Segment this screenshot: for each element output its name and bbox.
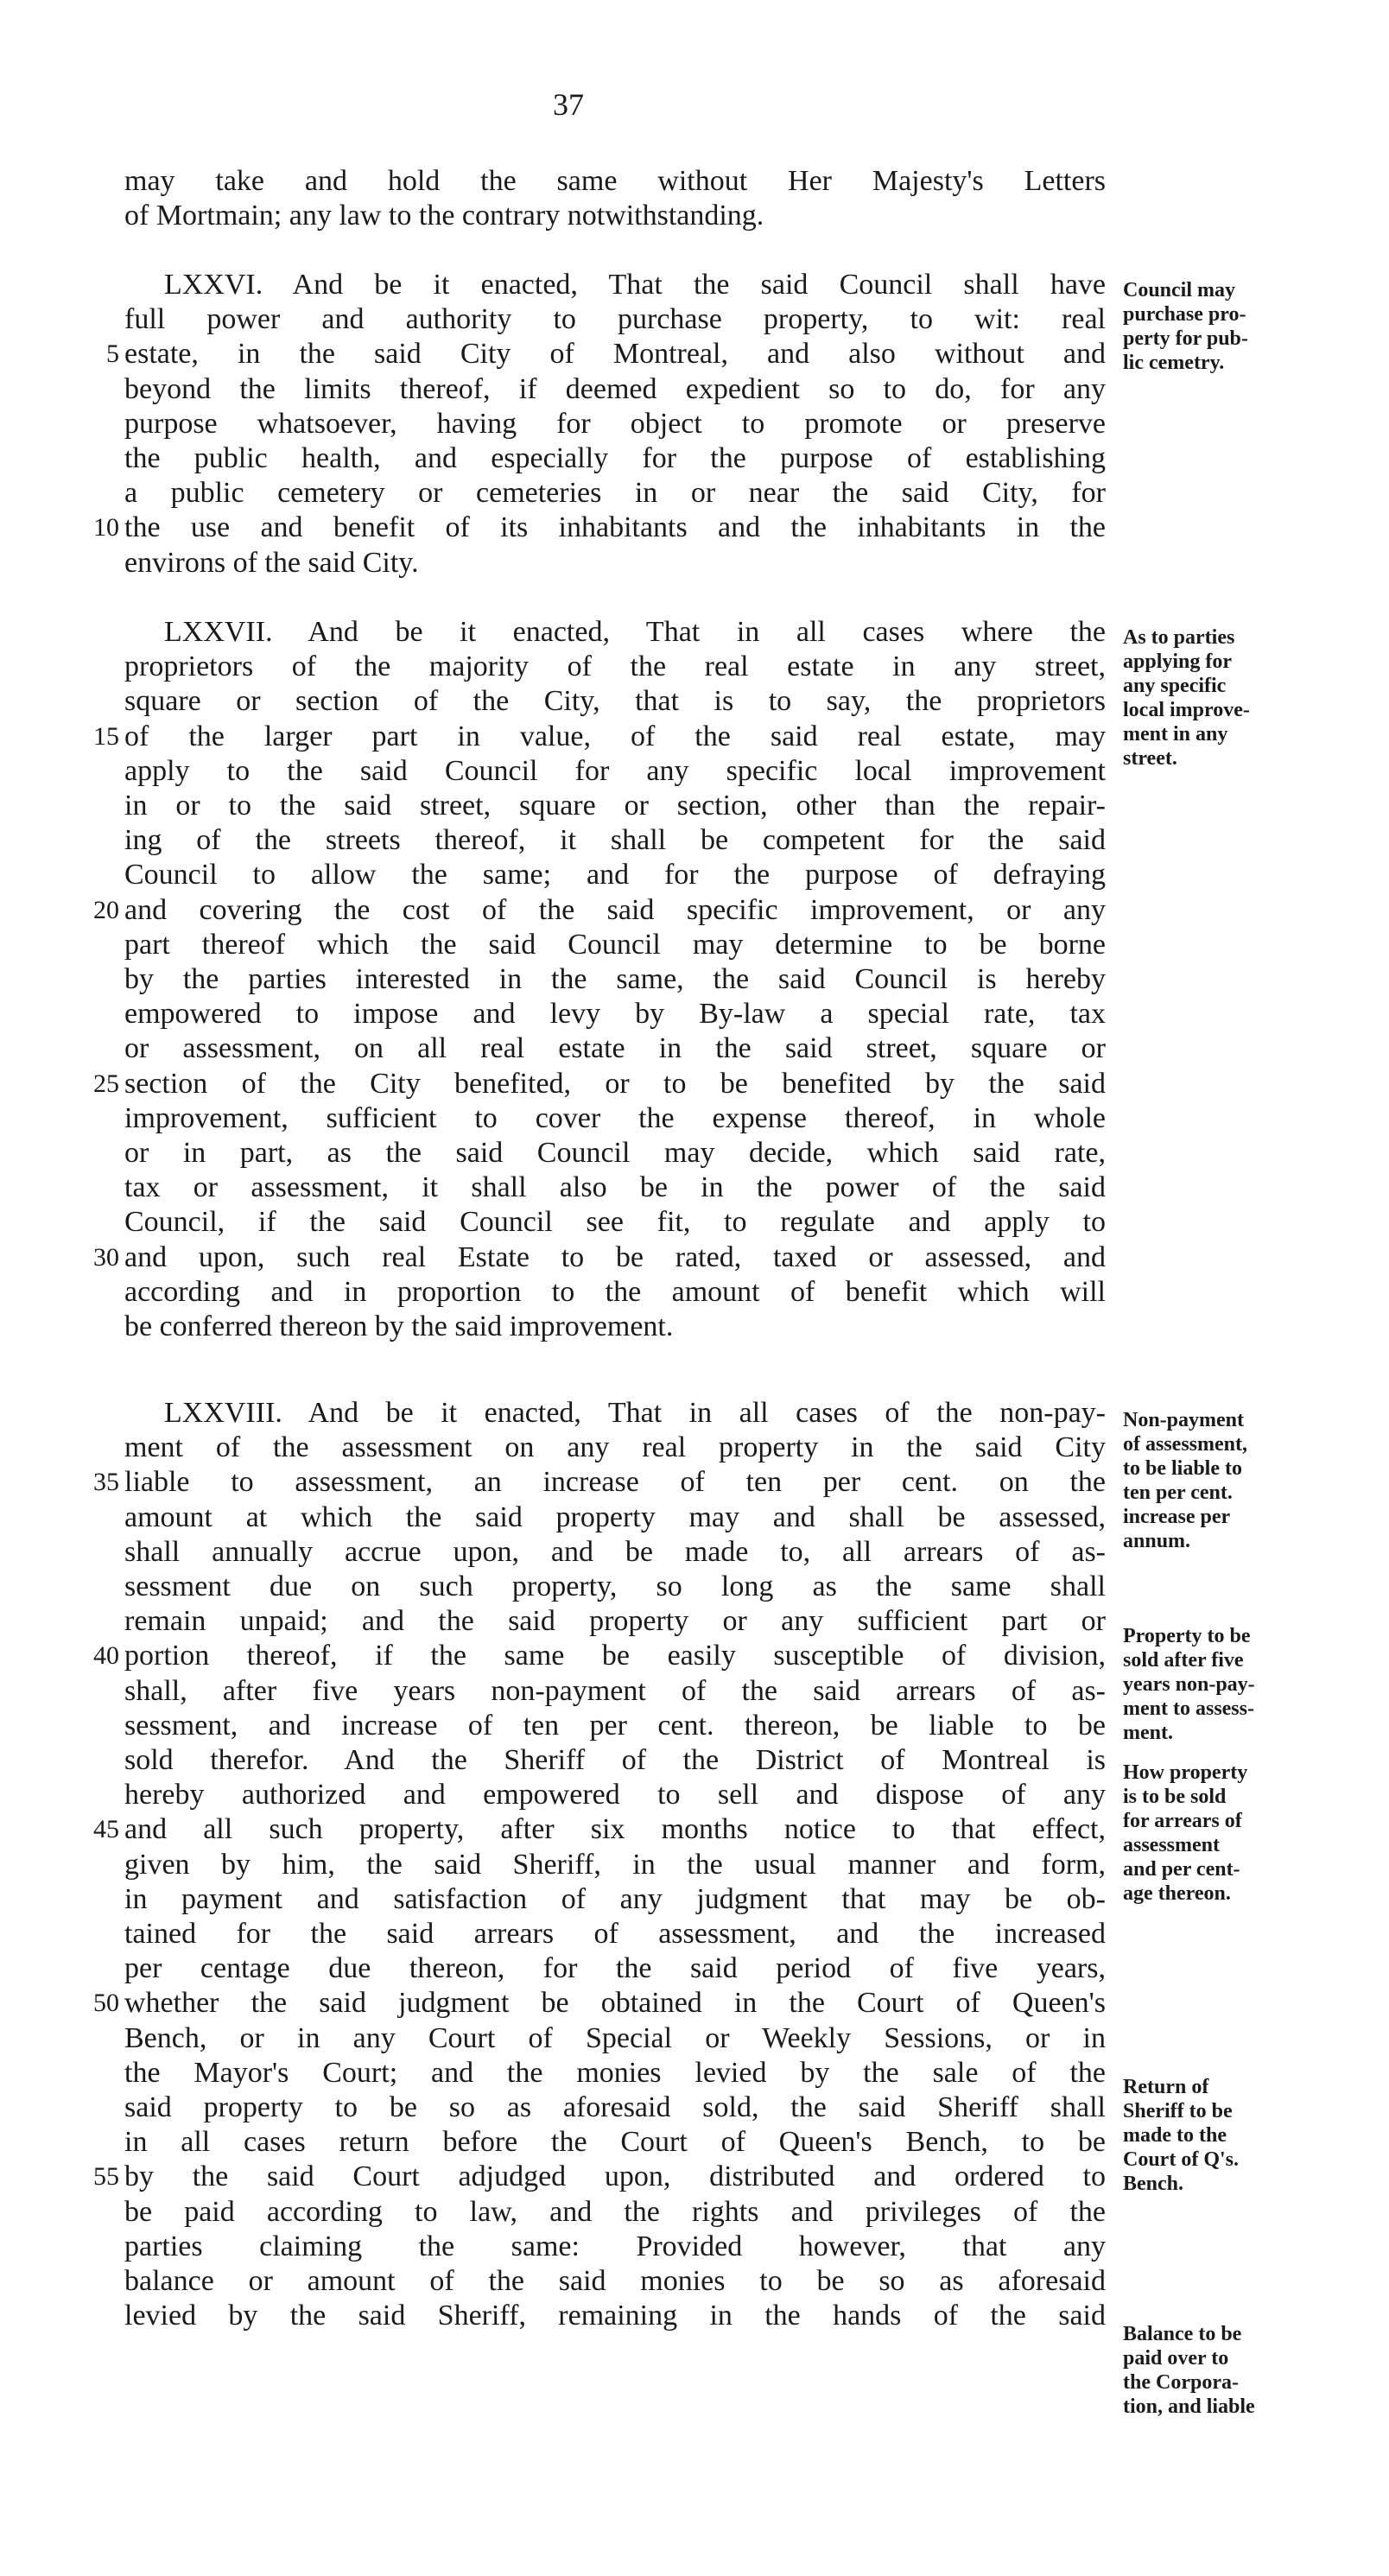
text-line: estate, in the said City of Montreal, and also without and [124, 338, 1106, 371]
line-number: 30 [93, 1242, 119, 1272]
text-line: and all such property, after six months notice to that effect, [124, 1813, 1106, 1846]
text-line: given by him, the said Sheriff, in the usual manner and form, [124, 1848, 1106, 1881]
text-line: by the parties interested in the same, the said Council is hereby [124, 963, 1106, 995]
line-number: 35 [93, 1468, 119, 1497]
text-line: in all cases return before the Court of Queen's Bench, to be [124, 2126, 1106, 2159]
text-line: ing of the streets thereof, it shall be competent for the said [124, 824, 1106, 857]
margin-note-line: Council may [1123, 279, 1236, 301]
margin-note [1123, 1624, 1296, 1745]
text-line: or assessment, on all real estate in the said street, square or [124, 1032, 1106, 1065]
line-number: 10 [93, 513, 119, 542]
margin-note-line: As to parties [1123, 626, 1235, 649]
text-line: section of the City benefited, or to be benefited by the said [124, 1067, 1106, 1100]
text-line: Council to allow the same; and for the purpose of defraying [124, 859, 1106, 891]
text-line: liable to assessment, an increase of ten per cent. on the [124, 1466, 1106, 1499]
margin-note-line: for arrears of [1123, 1810, 1242, 1832]
margin-note-line: tion, and liable [1123, 2395, 1255, 2418]
margin-note-line: sold after five [1123, 1649, 1244, 1672]
text-line: tained for the said arrears of assessment, and the increased [124, 1918, 1106, 1950]
margin-note-line: Non-payment [1123, 1409, 1245, 1431]
text-line: or in part, as the said Council may decide, which said rate, [124, 1137, 1106, 1169]
text-line: and covering the cost of the said specific improvement, or any [124, 893, 1106, 926]
margin-note [1123, 2322, 1296, 2419]
text-line: the public health, and especially for the purpose of establishing [124, 442, 1106, 474]
margin-note-line: paid over to [1123, 2347, 1229, 2370]
text-line: apply to the said Council for any specific local improvement [124, 754, 1106, 787]
text-line: portion thereof, if the same be easily susceptible of division, [124, 1640, 1106, 1672]
margin-note-line: made to the [1123, 2124, 1227, 2147]
margin-note-line: increase per [1123, 1506, 1231, 1528]
text-line: said property to be so as aforesaid sold, the said Sheriff shall [124, 2091, 1106, 2123]
text-line: and upon, such real Estate to be rated, taxed or assessed, and [124, 1240, 1106, 1273]
text-line: sessment, and increase of ten per cent. thereon, be liable to be [124, 1709, 1106, 1742]
line-number: 15 [93, 721, 119, 751]
text-line: in or to the said street, square or section, other than the repair- [124, 790, 1106, 822]
text-line: amount at which the said property may and shall be assessed, [124, 1501, 1106, 1533]
text-line: tax or assessment, it shall also be in the power of the said [124, 1171, 1106, 1204]
margin-note-line: ment. [1123, 1722, 1173, 1744]
text-line: in payment and satisfaction of any judgment that may be ob- [124, 1882, 1106, 1915]
margin-note-line: How property [1123, 1761, 1248, 1784]
margin-note-line: to be liable to [1123, 1457, 1242, 1480]
margin-note-line: years non-pay- [1123, 1673, 1255, 1696]
line-number: 40 [93, 1641, 119, 1671]
text-line: purpose whatsoever, having for object to promote or preserve [124, 407, 1106, 440]
line-number: 20 [93, 895, 119, 924]
margin-note-line: lic cemetry. [1123, 352, 1225, 374]
line-number: 55 [93, 2162, 119, 2192]
page-number: 37 [553, 87, 584, 122]
text-line: balance or amount of the said monies to be so as aforesaid [124, 2265, 1106, 2297]
margin-note [1123, 625, 1296, 771]
text-line: per centage due thereon, for the said period of five years, [124, 1952, 1106, 1985]
text-line: shall annually accrue upon, and be made to, all arrears of as- [124, 1535, 1106, 1568]
margin-note-line: perty for pub- [1123, 327, 1248, 350]
line-number: 25 [93, 1069, 119, 1098]
margin-note-line: any specific [1123, 675, 1227, 697]
margin-note [1123, 1408, 1296, 1553]
margin-note-line: and per cent- [1123, 1858, 1240, 1881]
margin-note-line: ten per cent. [1123, 1482, 1233, 1504]
margin-note-line: annum. [1123, 1530, 1191, 1552]
margin-note-line: Court of Q's. [1123, 2148, 1239, 2171]
margin-note-line: purchase pro- [1123, 303, 1246, 326]
line-number: 50 [93, 1989, 119, 2018]
text-line: be paid according to law, and the rights and privileges of the [124, 2195, 1106, 2228]
margin-note-line: Property to be [1123, 1625, 1251, 1647]
text-line: environs of the said City. [124, 546, 419, 579]
margin-note-line: Sheriff to be [1123, 2100, 1233, 2122]
section-heading-line: LXXVII. And be it enacted, That in all cases where the [164, 616, 1106, 648]
margin-note-line: ment to assess- [1123, 1697, 1254, 1720]
text-line: may take and hold the same without Her Majesty's Letters [124, 165, 1106, 197]
line-number: 5 [106, 339, 119, 369]
margin-note [1123, 278, 1296, 375]
text-line: beyond the limits thereof, if deemed expedient so to do, for any [124, 372, 1106, 405]
text-line: square or section of the City, that is to say, the proprietors [124, 685, 1106, 718]
text-line: hereby authorized and empowered to sell and dispose of any [124, 1779, 1106, 1811]
text-line: whether the said judgment be obtained in the Court of Queen's [124, 1987, 1106, 2020]
text-line: sessment due on such property, so long as the same shall [124, 1570, 1106, 1602]
margin-note-line: age thereon. [1123, 1882, 1231, 1905]
margin-note [1123, 2075, 1296, 2196]
margin-note-line: ment in any [1123, 723, 1228, 746]
text-line: proprietors of the majority of the real estate in any street, [124, 650, 1106, 683]
text-line: be conferred thereon by the said improvement. [124, 1310, 674, 1342]
margin-note-line: of assessment, [1123, 1433, 1247, 1456]
line-number: 45 [93, 1815, 119, 1844]
margin-note-line: the Corpora- [1123, 2371, 1239, 2394]
margin-note-line: Bench. [1123, 2173, 1184, 2195]
text-line: a public cemetery or cemeteries in or near the said City, for [124, 477, 1106, 510]
text-line: ment of the assessment on any real property in the said City [124, 1431, 1106, 1464]
text-line: improvement, sufficient to cover the expense thereof, in whole [124, 1101, 1106, 1134]
text-line: of the larger part in value, of the said real estate, may [124, 720, 1106, 752]
text-line: full power and authority to purchase property, to wit: real [124, 303, 1106, 336]
text-line: Council, if the said Council see fit, to regulate and apply to [124, 1206, 1106, 1239]
margin-note-line: street. [1123, 747, 1177, 770]
margin-note [1123, 1761, 1296, 1906]
text-line: the Mayor's Court; and the monies levied by the sale of the [124, 2056, 1106, 2089]
margin-note-line: Return of [1123, 2076, 1209, 2098]
margin-note-line: Balance to be [1123, 2323, 1242, 2345]
text-line: empowered to impose and levy by By-law a special rate, tax [124, 998, 1106, 1031]
text-line: part thereof which the said Council may determine to be borne [124, 928, 1106, 961]
margin-note-line: applying for [1123, 650, 1233, 673]
text-line: Bench, or in any Court of Special or Weekly Sessions, or in [124, 2021, 1106, 2054]
text-line: remain unpaid; and the said property or any sufficient part or [124, 1605, 1106, 1638]
text-line: of Mortmain; any law to the contrary notwithstanding. [124, 200, 764, 232]
text-line: by the said Court adjudged upon, distributed and ordered to [124, 2160, 1106, 2193]
text-line: according and in proportion to the amount of benefit which will [124, 1275, 1106, 1308]
margin-note-line: local improve- [1123, 699, 1250, 721]
section-heading-line: LXXVIII. And be it enacted, That in all cases of the non-pay- [164, 1397, 1106, 1429]
text-line: sold therefor. And the Sheriff of the District of Montreal is [124, 1744, 1106, 1776]
margin-note-line: is to be sold [1123, 1786, 1227, 1808]
text-line: shall, after five years non-payment of the said arrears of as- [124, 1674, 1106, 1707]
text-line: parties claiming the same: Provided however, that any [124, 2230, 1106, 2262]
margin-note-line: assessment [1123, 1834, 1220, 1856]
text-line: the use and benefit of its inhabitants and the inhabitants in the [124, 511, 1106, 544]
section-heading-line: LXXVI. And be it enacted, That the said Council shall have [164, 269, 1106, 301]
text-line: levied by the said Sheriff, remaining in the hands of the said [124, 2300, 1106, 2332]
